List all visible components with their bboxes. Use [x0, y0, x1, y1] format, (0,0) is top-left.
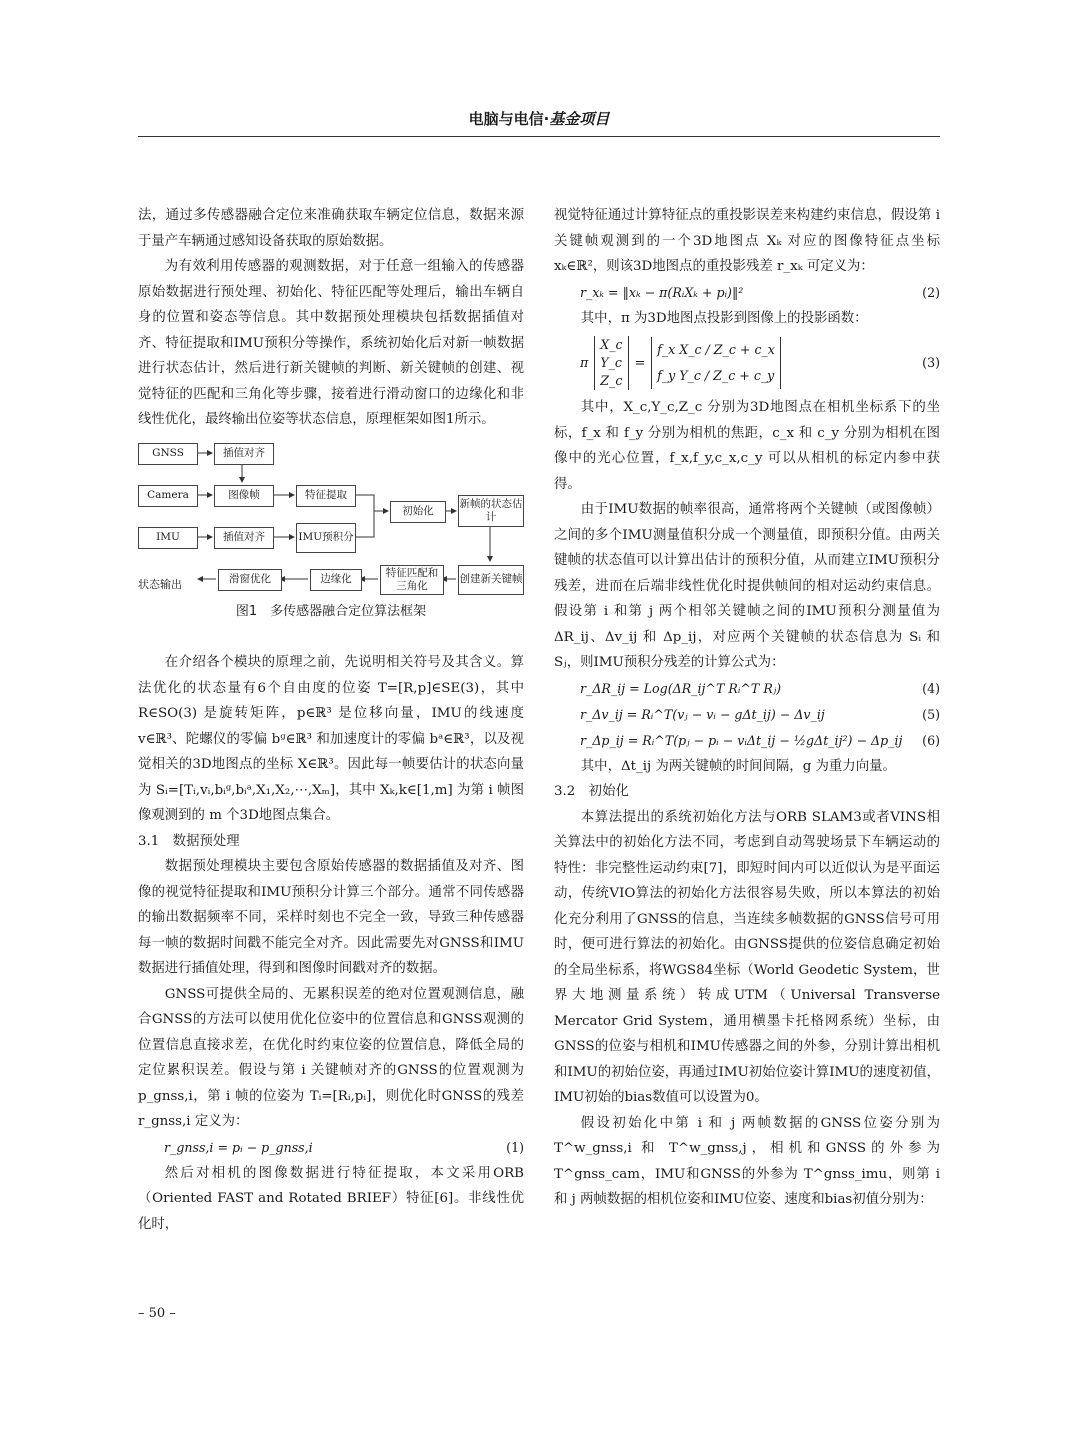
equation-1 [138, 1135, 524, 1161]
box-new-frame-estimate: 新帧的状态估计 [458, 495, 524, 527]
right-paragraph-5: 其中，Δt_ij 为两关键帧的时间间隔，g 为重力向量。 [580, 758, 896, 774]
equation-2-number: (2) [922, 284, 940, 300]
vec-x: X_c [600, 337, 623, 352]
box-match-triangulate: 特征匹配和三角化 [380, 565, 444, 595]
sensor-camera: Camera [138, 485, 198, 507]
equation-4-body: r_ΔR_ij = Log(ΔR_ij^T Rᵢ^T Rⱼ) [580, 680, 782, 696]
box-feature-extract: 特征提取 [296, 485, 356, 507]
right-column [554, 203, 940, 1213]
box-marginalize: 边缘化 [310, 569, 362, 591]
left-paragraph-2: 为有效利用传感器的观测数据，对于任意一组输入的传感器原始数据进行预处理、初始化、特征匹配等处理后，输出车辆自身的位置和姿态等信息。其中数据预处理模块包括数据插值对齐、特征提取和IMU预积分等操作，系统初始化后对新一帧数据进行状态估计，然后进行新关键帧的判断、新关键帧的创建、视觉特征的匹配和三角化等步骤，接着进行滑动窗口的边缘化和非线性优化，最终输出位姿等状态信息，原理框架如图1所示。 [138, 259, 524, 427]
equation-3-vector [594, 336, 628, 390]
right-paragraph-7: 假设初始化中第 i 和 j 两帧数据的GNSS位姿分别为 T^w_gnss,i 和 T^w_gnss,j，相机和GNSS的外参为 T^gnss_cam，IMU和GNSS的外参为 T^gnss_imu，则第 i 和 j 两帧数据的相机位姿和IMU位姿、速度和bias初值分别为： [554, 1115, 940, 1207]
right-paragraph-1: 视觉特征通过计算特征点的重投影误差来构建约束信息，假设第 i 关键帧观测到的一个3D地图点 Xₖ 对应的图像特征点坐标 xₖ∈ℝ²，则该3D地图点的重投影残差 r_xₖ 可定义为： [554, 208, 940, 274]
right-paragraph-2: 其中，π 为3D地图点投影到图像上的投影函数： [580, 310, 868, 326]
equation-2 [554, 280, 940, 306]
box-new-keyframe: 创建新关键帧 [458, 565, 524, 595]
rhs-row-1: f_x X_c / Z_c + c_x [657, 342, 775, 357]
label-state-output: 状态输出 [138, 577, 182, 591]
section-3-2-heading: 3.2 初始化 [554, 784, 629, 799]
left-paragraph-6: 然后对相机的图像数据进行特征提取，本文采用ORB（Oriented FAST and Rotated BRIEF）特征[6]。非线性优化时， [138, 1165, 524, 1232]
equation-5-body: r_Δv_ij = Rᵢ^T(vⱼ − vᵢ − gΔt_ij) − Δv_ij [580, 706, 825, 722]
header-rule [138, 136, 940, 137]
header-journal: 基金项目 [549, 110, 610, 128]
box-image-frame: 图像帧 [214, 485, 274, 507]
equation-5-number: (5) [922, 706, 940, 722]
equation-3-body: π X_c Y_c Z_c = f_x X_c / Z_c + c_x f_y Y_c / Z_c + c_y [580, 336, 781, 390]
equation-3-number: (3) [922, 355, 940, 371]
right-paragraph-6: 本算法提出的系统初始化方法与ORB SLAM3或者VINS相关算法中的初始化方法不同，考虑到自动驾驶场景下车辆运动的特性：非完整性运动约束[7]，即短时间内可以近似认为是平面运动，传统VIO算法的初始化方法很容易失败，所以本算法的初始化充分利用了GNSS的信息，当连续多帧数据的GNSS信号可用时，便可进行算法的初始化。由GNSS提供的位姿信息确定初始的全局坐标系，将WGS84坐标（World Geodetic System，世界大地测量系统）转成UTM（Universal Transverse Mercator Grid System，通用横墨卡托格网系统）坐标，由GNSS的位姿与相机和IMU传感器之间的外参，分别计算出相机和IMU的初始位姿，再通过IMU初始位姿计算IMU的速度初值，IMU初始的bias数值可以设置为0。 [554, 809, 940, 1105]
equation-6-body: r_Δp_ij = Rᵢ^T(pⱼ − pᵢ − vᵢΔt_ij − ½gΔt_ij²) − Δp_ij [580, 732, 903, 748]
equation-2-body: r_xₖ = ‖xₖ − π(RᵢXₖ + pᵢ)‖² [580, 284, 744, 300]
figure-1-caption: 图1 多传感器融合定位算法框架 [235, 603, 427, 619]
rhs-row-2: f_y Y_c / Z_c + c_y [657, 368, 775, 383]
left-paragraph-4: 数据预处理模块主要包含原始传感器的数据插值及对齐、图像的视觉特征提取和IMU预积分计算三个部分。通常不同传感器的输出数据频率不同，采样时刻也不完全一致，导致三种传感器每一帧的数据时间戳不能完全对齐。因此需要先对GNSS和IMU数据进行插值处理，得到和图像时间戳对齐的数据。 [138, 859, 524, 976]
left-paragraph-3: 在介绍各个模块的原理之前，先说明相关符号及其含义。算法优化的状态量有6个自由度的位姿 T=[R,p]∈SE(3)，其中 R∈SO(3) 是旋转矩阵，p∈ℝ³ 是位移向量，IMU的线速度 v∈ℝ³、陀螺仪的零偏 bᵍ∈ℝ³ 和加速度计的零偏 bᵃ∈ℝ³，以及视觉相关的3D地图点的坐标 X∈ℝ³。因此每一帧要估计的状态向量为 Sᵢ=[Tᵢ,vᵢ,bᵢᵍ,bᵢᵃ,X₁,X₂,⋯,Xₘ]，其中 Xₖ,k∈[1,m] 为第 i 帧图像观测到的 m 个3D地图点集合。 [138, 655, 524, 823]
equation-1-number: (1) [506, 1139, 524, 1155]
equation-5 [554, 702, 940, 728]
box-init: 初始化 [390, 501, 446, 523]
header-title: 电脑与电信 [468, 110, 544, 128]
left-column [138, 203, 524, 1237]
section-3-1-heading: 3.1 数据预处理 [138, 833, 240, 849]
box-interp-gnss: 插值对齐 [214, 443, 274, 465]
vec-z: Z_c [600, 373, 623, 388]
right-paragraph-4: 由于IMU数据的帧率很高，通常将两个关键帧（或图像帧）之间的多个IMU测量值积分成一个测量值，即预积分值。由两关键帧的状态值可以计算出估计的预积分值，从而建立IMU预积分残差，进而在后端非线性优化时提供帧间的相对运动约束信息。假设第 i 和第 j 两个相邻关键帧之间的IMU预积分测量值为 ΔR_ij、Δv_ij 和 Δp_ij，对应两个关键帧的状态信息为 Sᵢ 和 Sⱼ，则IMU预积分残差的计算公式为： [554, 502, 940, 670]
equation-4-number: (4) [922, 680, 940, 696]
equation-6 [554, 728, 940, 754]
equation-4 [554, 676, 940, 702]
equation-3-rhs [651, 337, 781, 389]
figure-1-diagram [138, 439, 524, 592]
box-sliding-window: 滑窗优化 [218, 569, 282, 591]
header-sep: · [543, 110, 550, 128]
running-header [138, 108, 940, 129]
box-imu-preint: IMU预积分 [296, 523, 356, 553]
vec-y: Y_c [600, 355, 622, 370]
left-paragraph-1: 法，通过多传感器融合定位来准确获取车辆定位信息，数据来源于量产车辆通过感知设备获取的原始数据。 [138, 208, 524, 249]
equation-1-body: r_gnss,i = pᵢ − p_gnss,i [164, 1139, 313, 1155]
sensor-gnss: GNSS [138, 443, 198, 465]
left-paragraph-5: GNSS可提供全局的、无累积误差的绝对位置观测信息，融合GNSS的方法可以使用优化位姿中的位置信息和GNSS观测的位置信息直接求差，在优化时约束位姿的位置信息，降低全局的定位累积误差。假设与第 i 关键帧对齐的GNSS的位置观测为 p_gnss,i，第 i 帧的位姿为 Tᵢ=[Rᵢ,pᵢ]，则优化时GNSS的残差 r_gnss,i 定义为： [138, 986, 524, 1129]
equation-6-number: (6) [922, 732, 940, 748]
box-interp-imu: 插值对齐 [214, 527, 274, 549]
equation-3-lhs: π [580, 355, 589, 371]
equation-3 [554, 331, 940, 395]
right-paragraph-3: 其中，X_c,Y_c,Z_c 分别为3D地图点在相机坐标系下的坐标，f_x 和 f_y 分别为相机的焦距，c_x 和 c_y 分别为相机在图像中的光心位置，f_x,f_y,c_x,c_y 可以从相机的标定内参中获得。 [554, 400, 940, 492]
page-number: – 50 – [138, 1306, 176, 1321]
sensor-imu: IMU [138, 527, 198, 549]
